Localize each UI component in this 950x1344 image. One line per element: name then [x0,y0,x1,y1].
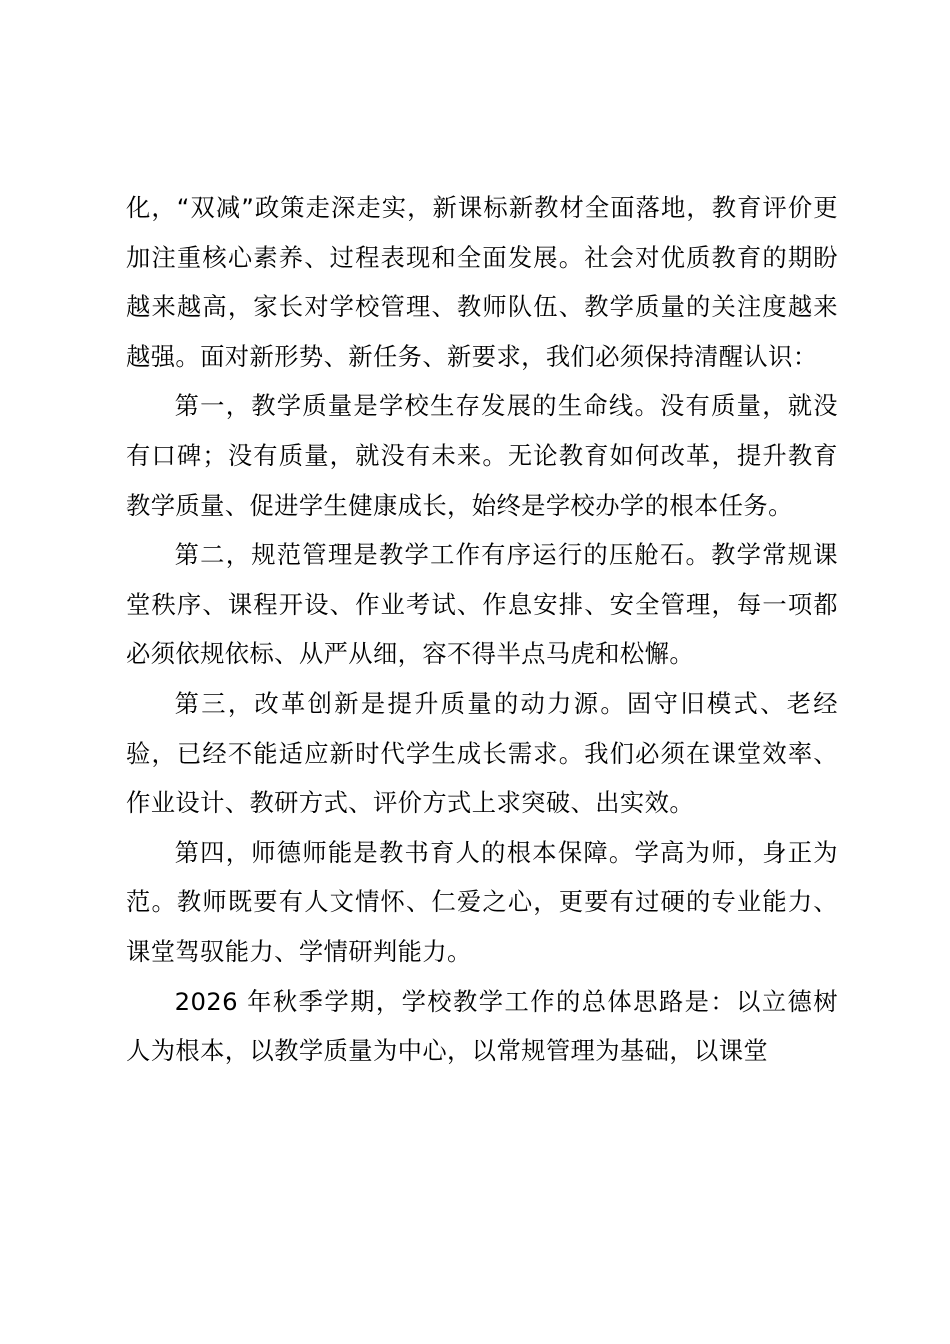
paragraph-intro: 化，“双减”政策走深走实，新课标新教材全面落地，教育评价更加注重核心素养、过程表现和全面发展。社会对优质教育的期盼越来越高，家长对学校管理、教师队伍、教学质量的关注度越来越强。面对新形势、新任务、新要求，我们必须保持清醒认识： [126,193,838,371]
paragraph-point-2: 第二，规范管理是教学工作有序运行的压舱石。教学常规课堂秩序、课程开设、作业考试、作息安排、安全管理，每一项都必须依规依标、从严从细，容不得半点马虎和松懈。 [126,540,838,669]
paragraph-overall-approach: 2026 年秋季学期，学校教学工作的总体思路是：以立德树人为根本，以教学质量为中心，以常规管理为基础，以课堂 [126,986,838,1066]
paragraph-point-4: 第四，师德师能是教书育人的根本保障。学高为师，身正为范。教师既要有人文情怀、仁爱之心，更要有过硬的专业能力、课堂驾驭能力、学情研判能力。 [126,837,838,966]
document-page [126,183,838,1076]
paragraph-point-3: 第三，改革创新是提升质量的动力源。固守旧模式、老经验，已经不能适应新时代学生成长需求。我们必须在课堂效率、作业设计、教研方式、评价方式上求突破、出实效。 [126,688,838,818]
paragraph-point-1: 第一，教学质量是学校生存发展的生命线。没有质量，就没有口碑；没有质量，就没有未来。无论教育如何改革，提升教育教学质量、促进学生健康成长，始终是学校办学的根本任务。 [126,391,838,520]
